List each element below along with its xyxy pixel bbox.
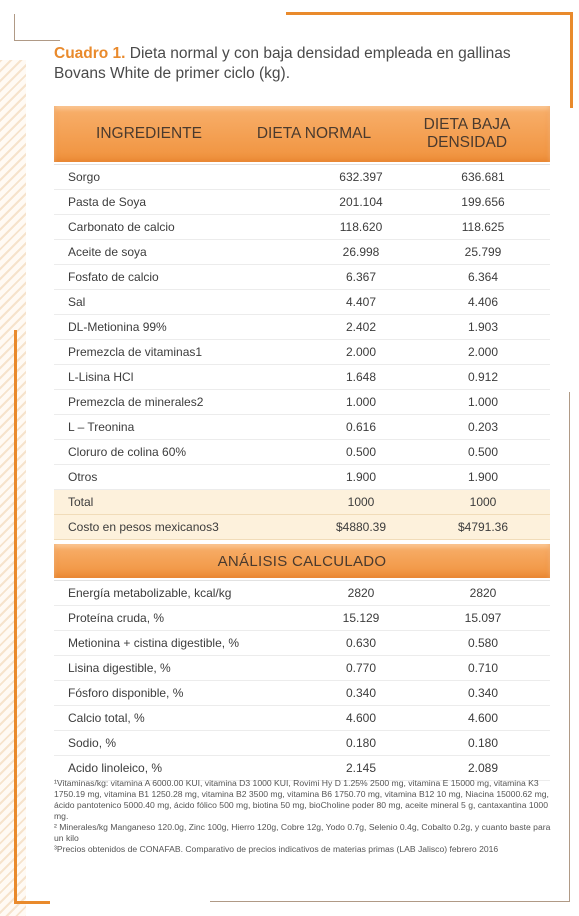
- header-dieta-baja-line2: DENSIDAD: [426, 134, 508, 151]
- header-ingrediente: INGREDIENTE: [96, 125, 202, 142]
- table-row: [54, 315, 550, 340]
- cost-name: Costo en pesos mexicanos3: [68, 520, 219, 534]
- row-baja: 4.406: [467, 295, 499, 309]
- table-row: [54, 340, 550, 365]
- row-normal: 118.620: [339, 220, 383, 234]
- ingredient-rows: [54, 164, 550, 540]
- row-name: Cloruro de colina 60%: [68, 445, 187, 459]
- table-row: [54, 465, 550, 490]
- table-row: [54, 164, 550, 190]
- row-baja: 0.500: [467, 445, 499, 459]
- table-row: [54, 706, 550, 731]
- row-baja: 0.180: [467, 736, 499, 750]
- row-normal: 4.600: [345, 711, 377, 725]
- row-normal: 632.397: [339, 170, 383, 184]
- table-row: [54, 580, 550, 606]
- row-normal: 0.340: [345, 686, 377, 700]
- header-dieta-baja: [384, 116, 550, 152]
- decorative-line-right-v: [569, 392, 570, 902]
- table-header: [54, 106, 550, 162]
- row-baja: 6.364: [467, 270, 499, 284]
- table-row: [54, 215, 550, 240]
- row-name: Energía metabolizable, kcal/kg: [68, 586, 232, 600]
- row-name: Lisina digestible, %: [68, 661, 171, 675]
- row-normal: 2.402: [345, 320, 377, 334]
- decorative-line-bottom-left-h: [14, 901, 50, 904]
- row-name: Sodio, %: [68, 736, 117, 750]
- decorative-line-left-v: [14, 330, 17, 904]
- row-name: Sorgo: [68, 170, 101, 184]
- decorative-line-top-left-v: [14, 14, 15, 41]
- row-normal: 6.367: [345, 270, 377, 284]
- row-baja: 199.656: [461, 195, 505, 209]
- diet-table: [54, 106, 550, 781]
- row-baja: 636.681: [461, 170, 505, 184]
- row-normal: 0.180: [345, 736, 377, 750]
- total-baja: 1000: [469, 495, 497, 509]
- decorative-line-top-left-h: [14, 40, 60, 41]
- row-name: Premezcla de vitaminas1: [68, 345, 203, 359]
- total-row: [54, 490, 550, 515]
- footnote-minerals: ² Minerales/kg Manganeso 120.0g, Zinc 100g, Hierro 120g, Cobre 12g, Yodo 0.7g, Selenio 0.4g, Cobalto 0.2g, y cuanto baste para un kilo: [54, 822, 551, 843]
- total-normal: 1000: [347, 495, 375, 509]
- row-name: Fósforo disponible, %: [68, 686, 184, 700]
- decorative-stripe-left: [0, 60, 26, 916]
- row-name: Proteína cruda, %: [68, 611, 165, 625]
- row-name: Aceite de soya: [68, 245, 147, 259]
- row-normal: 1.648: [345, 370, 377, 384]
- table-caption: [54, 44, 554, 84]
- row-normal: 2820: [347, 586, 375, 600]
- row-normal: 2.145: [345, 761, 377, 775]
- table-row: [54, 631, 550, 656]
- row-normal: 2.000: [345, 345, 377, 359]
- row-baja: 15.097: [464, 611, 502, 625]
- row-baja: 2.000: [467, 345, 499, 359]
- footnotes: [54, 778, 554, 855]
- decorative-line-top-right-v: [570, 12, 573, 108]
- row-name: Premezcla de minerales2: [68, 395, 204, 409]
- row-normal: 15.129: [342, 611, 380, 625]
- row-normal: 4.407: [345, 295, 377, 309]
- row-name: Calcio total, %: [68, 711, 145, 725]
- caption-text: Dieta normal y con baja densidad empleada en gallinas Bovans White de primer ciclo (kg).: [54, 45, 511, 82]
- row-normal: 0.630: [345, 636, 377, 650]
- row-normal: 0.770: [345, 661, 377, 675]
- table-row: [54, 390, 550, 415]
- table-row: [54, 415, 550, 440]
- row-baja: 1.903: [467, 320, 499, 334]
- cost-baja: $4791.36: [457, 520, 509, 534]
- row-name: Fosfato de calcio: [68, 270, 159, 284]
- table-row: [54, 240, 550, 265]
- analysis-header: ANÁLISIS CALCULADO: [54, 544, 550, 578]
- table-row: [54, 440, 550, 465]
- footnote-prices: ³Precios obtenidos de CONAFAB. Comparativo de precios indicativos de materias primas (LAB Jalisco) febrero 2016: [54, 844, 499, 854]
- cost-normal: $4880.39: [335, 520, 387, 534]
- row-normal: 0.500: [345, 445, 377, 459]
- row-baja: 2820: [469, 586, 497, 600]
- row-name: Metionina + cistina digestible, %: [68, 636, 240, 650]
- header-dieta-normal: DIETA NORMAL: [256, 125, 372, 142]
- table-row: [54, 365, 550, 390]
- row-baja: 0.912: [467, 370, 499, 384]
- decorative-line-bottom-right-h: [210, 901, 570, 902]
- row-baja: 25.799: [464, 245, 502, 259]
- total-name: Total: [68, 495, 94, 509]
- caption-label: Cuadro 1.: [54, 45, 126, 62]
- row-baja: 2.089: [467, 761, 499, 775]
- row-baja: 0.340: [467, 686, 499, 700]
- row-baja: 4.600: [467, 711, 499, 725]
- cost-row: [54, 515, 550, 540]
- row-name: Otros: [68, 470, 98, 484]
- row-normal: 1.900: [345, 470, 377, 484]
- table-row: [54, 731, 550, 756]
- row-name: Carbonato de calcio: [68, 220, 175, 234]
- analysis-rows: [54, 580, 550, 781]
- row-baja: 1.900: [467, 470, 499, 484]
- row-normal: 1.000: [345, 395, 377, 409]
- table-row: [54, 265, 550, 290]
- row-baja: 0.710: [467, 661, 499, 675]
- row-baja: 0.203: [467, 420, 499, 434]
- table-row: [54, 656, 550, 681]
- row-baja: 1.000: [467, 395, 499, 409]
- header-dieta-baja-line1: DIETA BAJA: [423, 116, 511, 133]
- row-normal: 201.104: [339, 195, 383, 209]
- row-name: Acido linoleico, %: [68, 761, 163, 775]
- decorative-line-top-right-h: [286, 12, 572, 15]
- row-baja: 0.580: [467, 636, 499, 650]
- row-name: L-Lisina HCl: [68, 370, 134, 384]
- table-row: [54, 190, 550, 215]
- table-row: [54, 606, 550, 631]
- row-name: L – Treonina: [68, 420, 135, 434]
- row-name: Sal: [68, 295, 86, 309]
- table-row: [54, 290, 550, 315]
- row-name: DL-Metionina 99%: [68, 320, 167, 334]
- row-name: Pasta de Soya: [68, 195, 147, 209]
- row-baja: 118.625: [461, 220, 505, 234]
- row-normal: 26.998: [342, 245, 380, 259]
- footnote-vitamins: ¹Vitaminas/kg: vitamina A 6000.00 KUI, vitamina D3 1000 KUI, Rovimi Hy D 1.25% 2500 mg, vitamina E 15000 mg, vitamina K3 1750.19 mg, vitamina B1 1250.28 mg, vitamina B2 3500 mg, vitamina B6 1750.70 mg, vitamina B12 10 mg, Niacina 15000.62 mg, ácido pantotenico 5000.40 mg, ácido fólico 500 mg, biotina 50 mg, bioCholine poder 80 mg, aceite mineral 5 g, cantaxantina 1000 mg.: [54, 778, 549, 821]
- table-row: [54, 681, 550, 706]
- row-normal: 0.616: [345, 420, 377, 434]
